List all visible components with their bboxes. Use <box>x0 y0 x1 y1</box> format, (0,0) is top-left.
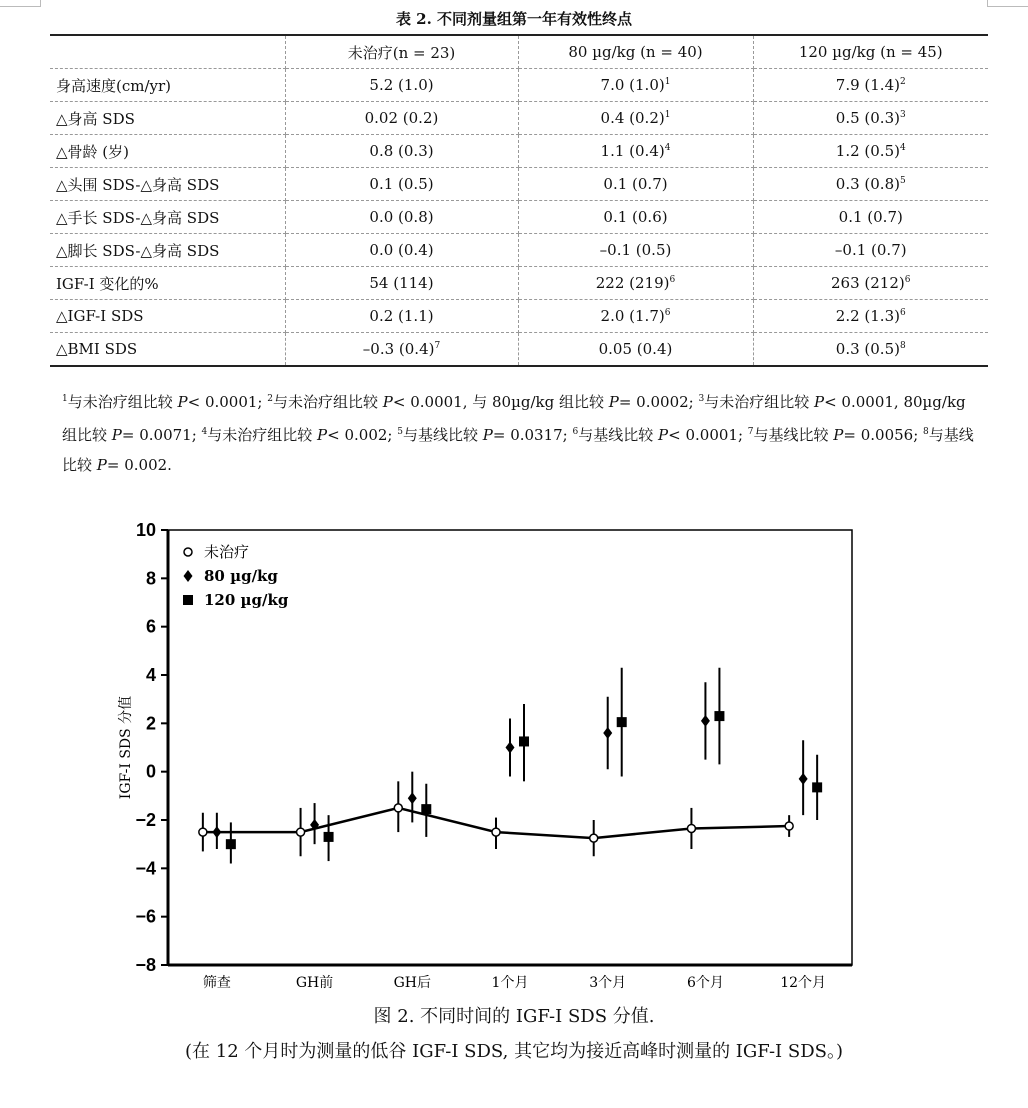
footnote-ref: 4 <box>664 143 671 153</box>
cell-value: 0.05 (0.4) <box>598 340 673 358</box>
y-tick-label: 6 <box>145 616 156 637</box>
table-row <box>50 102 988 135</box>
table-cell <box>753 300 988 333</box>
cell-value: △手长 SDS-△身高 SDS <box>56 208 220 227</box>
footnote-text: = 0.002. <box>106 456 172 474</box>
legend-marker <box>184 548 192 556</box>
x-tick-label: 3个月 <box>589 975 627 991</box>
footnote-ref: 6 <box>664 308 671 318</box>
cell-value: 0.3 (0.8) <box>835 175 900 193</box>
table-cell <box>518 267 753 300</box>
footnote-text: = 0.0071; <box>121 426 202 444</box>
footnote-ref: 5 <box>899 176 906 186</box>
table-cell <box>518 234 753 267</box>
footnote-ref: 8 <box>899 341 906 351</box>
footnote-marker: 8 <box>923 427 929 437</box>
cell-value: 身高速度(cm/yr) <box>56 76 172 95</box>
footnote-marker: 7 <box>747 427 754 437</box>
footnote-text: 与基线比较 <box>753 426 834 444</box>
footnote-text: 与未治疗组比较 <box>704 393 814 411</box>
cell-value: 7.9 (1.4) <box>835 76 900 94</box>
table-row <box>50 168 988 201</box>
table-cell <box>518 168 753 201</box>
data-point <box>617 717 627 727</box>
footnote-ref: 2 <box>899 77 906 87</box>
data-point <box>492 828 500 836</box>
table-cell <box>518 102 753 135</box>
cell-value: 0.3 (0.5) <box>835 340 900 358</box>
row-label <box>50 135 285 168</box>
table-cell <box>518 300 753 333</box>
footnote-text: < 0.0001; <box>187 393 268 411</box>
footnote-text: < 0.0001, 80µg/kg 组比较 <box>62 393 966 444</box>
y-axis-label: IGF-I SDS 分值 <box>118 695 134 800</box>
row-label <box>50 69 285 102</box>
igf-chart-svg <box>110 505 870 995</box>
table-row <box>50 234 988 267</box>
p-value-symbol: P <box>658 426 669 444</box>
legend-marker <box>184 570 193 582</box>
table-cell <box>285 267 518 300</box>
table-cell <box>753 102 988 135</box>
cell-value: –0.3 (0.4) <box>362 340 435 358</box>
cell-value: 2.0 (1.7) <box>600 307 665 325</box>
x-tick-label: GH前 <box>295 975 334 991</box>
footnote-ref: 1 <box>664 110 671 120</box>
row-label <box>50 333 285 367</box>
x-tick-label: GH后 <box>393 975 431 991</box>
y-tick-label: 10 <box>135 520 156 540</box>
footnote-text: 与基线比较 <box>578 426 659 444</box>
cell-value: △BMI SDS <box>56 340 138 358</box>
y-tick-label: −6 <box>135 906 156 927</box>
data-point <box>590 834 598 842</box>
cell-value: 0.8 (0.3) <box>369 142 434 160</box>
table-cell <box>518 201 753 234</box>
data-point <box>603 727 612 739</box>
x-tick-label: 1个月 <box>491 975 529 991</box>
cell-value: 263 (212) <box>831 274 905 292</box>
cell-value: △IGF-I SDS <box>56 307 144 325</box>
table-row <box>50 135 988 168</box>
footnote-text: < 0.0001; <box>668 426 748 444</box>
page-corner-mark <box>987 0 1028 7</box>
cell-value: 54 (114) <box>369 274 434 292</box>
table-row <box>50 333 988 367</box>
table-cell <box>518 333 753 367</box>
table-cell <box>753 135 988 168</box>
data-point <box>714 711 724 721</box>
x-tick-label: 筛查 <box>202 975 231 991</box>
cell-value: △骨龄 (岁) <box>56 142 130 161</box>
footnote-text: < 0.0001, 与 80µg/kg 组比较 <box>392 393 609 411</box>
footnote-text: 与未治疗组比较 <box>273 393 383 411</box>
cell-value: IGF-I 变化的% <box>56 274 159 293</box>
table-footnote <box>62 384 982 480</box>
data-point <box>785 822 793 830</box>
table-row <box>50 69 988 102</box>
table-header-cell: 120 µg/kg (n = 45) <box>753 35 988 69</box>
cell-value: 0.1 (0.5) <box>369 175 434 193</box>
y-tick-label: 8 <box>145 568 156 589</box>
cell-value: –0.1 (0.5) <box>599 241 672 259</box>
table-row <box>50 300 988 333</box>
footnote-marker: 1 <box>62 394 68 404</box>
data-point <box>701 715 710 727</box>
table-header-cell <box>50 35 285 69</box>
table-cell <box>285 234 518 267</box>
cell-value: 2.2 (1.3) <box>835 307 900 325</box>
data-point <box>297 828 305 836</box>
cell-value: 0.5 (0.3) <box>835 109 900 127</box>
row-label <box>50 300 285 333</box>
data-point <box>812 782 822 792</box>
row-label <box>50 168 285 201</box>
p-value-symbol: P <box>111 426 122 444</box>
table-cell <box>518 135 753 168</box>
data-point <box>226 839 236 849</box>
page-corner-mark <box>0 0 41 7</box>
footnote-ref: 6 <box>669 275 676 285</box>
table-header-row <box>50 35 988 69</box>
table-cell <box>285 135 518 168</box>
table-cell <box>285 168 518 201</box>
cell-value: 1.2 (0.5) <box>835 142 900 160</box>
footnote-text: 与未治疗组比较 <box>67 393 178 411</box>
data-point <box>519 736 529 746</box>
y-tick-label: −4 <box>135 858 156 879</box>
p-value-symbol: P <box>833 426 844 444</box>
data-point <box>408 792 417 804</box>
x-tick-label: 12个月 <box>780 975 827 991</box>
y-tick-label: −2 <box>135 810 156 830</box>
p-value-symbol: P <box>317 426 328 444</box>
row-label <box>50 201 285 234</box>
row-label <box>50 102 285 135</box>
cell-value: △头围 SDS-△身高 SDS <box>56 175 220 194</box>
y-tick-label: 0 <box>145 761 156 782</box>
table-cell <box>753 234 988 267</box>
cell-value: 5.2 (1.0) <box>369 76 434 94</box>
row-label <box>50 267 285 300</box>
x-tick-label: 6个月 <box>686 975 724 991</box>
data-point <box>506 742 515 754</box>
data-point <box>687 824 695 832</box>
cell-value: 0.0 (0.4) <box>369 241 434 259</box>
efficacy-table <box>50 34 988 367</box>
table-cell <box>753 267 988 300</box>
legend-label: 120 µg/kg <box>204 591 289 609</box>
footnote-text: = 0.0002; <box>618 393 699 411</box>
table-row <box>50 267 988 300</box>
data-point <box>199 828 207 836</box>
footnote-marker: 2 <box>267 394 273 404</box>
cell-value: 0.02 (0.2) <box>364 109 439 127</box>
table-cell <box>753 168 988 201</box>
cell-value: △脚长 SDS-△身高 SDS <box>56 241 220 260</box>
data-point <box>799 773 808 785</box>
data-point <box>394 804 402 812</box>
legend-marker <box>183 595 193 605</box>
table-cell <box>285 333 518 367</box>
table-header-cell: 80 µg/kg (n = 40) <box>518 35 753 69</box>
p-value-symbol: P <box>382 393 393 411</box>
cell-value: 0.2 (1.1) <box>369 307 434 325</box>
table-cell <box>285 69 518 102</box>
igf-chart <box>110 505 870 995</box>
p-value-symbol: P <box>608 393 619 411</box>
footnote-text: < 0.002; <box>327 426 398 444</box>
footnote-ref: 7 <box>434 341 441 351</box>
p-value-symbol: P <box>482 426 493 444</box>
cell-value: 222 (219) <box>595 274 670 292</box>
footnote-text: = 0.0317; <box>492 426 573 444</box>
figure-note: (在 12 个月时为测量的低谷 IGF-I SDS, 其它均为接近高峰时测量的 IGF-I SDS。) <box>185 1041 843 1062</box>
footnote-text: 与未治疗组比较 <box>207 426 318 444</box>
p-value-symbol: P <box>814 393 825 411</box>
cell-value: △身高 SDS <box>56 109 135 128</box>
cell-value: 1.1 (0.4) <box>600 142 665 160</box>
figure-caption: 图 2. 不同时间的 IGF-I SDS 分值. <box>373 1006 655 1027</box>
table-row <box>50 201 988 234</box>
table-header-cell: 未治疗(n = 23) <box>285 35 518 69</box>
p-value-symbol: P <box>177 393 188 411</box>
cell-value: 0.1 (0.6) <box>603 208 668 226</box>
footnote-marker: 4 <box>201 427 208 437</box>
table-cell <box>518 69 753 102</box>
table-cell <box>753 201 988 234</box>
y-tick-label: 2 <box>145 713 156 734</box>
data-point <box>421 804 431 814</box>
footnote-ref: 4 <box>899 143 906 153</box>
p-value-symbol: P <box>96 456 107 474</box>
row-label <box>50 234 285 267</box>
y-tick-label: −8 <box>135 955 156 975</box>
table-cell <box>753 69 988 102</box>
footnote-ref: 6 <box>899 308 906 318</box>
data-point <box>324 832 334 842</box>
table-cell <box>753 333 988 367</box>
legend-label: 未治疗 <box>204 543 250 561</box>
footnote-ref: 6 <box>904 275 911 285</box>
footnote-text: = 0.0056; <box>843 426 924 444</box>
table-title: 表 2. 不同剂量组第一年有效性终点 <box>395 10 633 28</box>
cell-value: 7.0 (1.0) <box>600 76 665 94</box>
cell-value: 0.0 (0.8) <box>369 208 434 226</box>
cell-value: 0.4 (0.2) <box>600 109 665 127</box>
y-tick-label: 4 <box>145 665 156 685</box>
data-point <box>212 826 221 838</box>
table-cell <box>285 102 518 135</box>
footnote-marker: 5 <box>397 427 403 437</box>
table-cell <box>285 300 518 333</box>
footnote-marker: 3 <box>698 394 705 404</box>
cell-value: –0.1 (0.7) <box>834 241 907 259</box>
table-cell <box>285 201 518 234</box>
cell-value: 0.1 (0.7) <box>838 208 903 226</box>
footnote-ref: 3 <box>899 110 906 120</box>
footnote-text: 与基线比较 <box>402 426 483 444</box>
footnote-ref: 1 <box>664 77 671 87</box>
legend-label: 80 µg/kg <box>204 567 278 585</box>
cell-value: 0.1 (0.7) <box>603 175 668 193</box>
footnote-marker: 6 <box>572 427 579 437</box>
footnote-text: 与基线比较 <box>62 426 974 474</box>
